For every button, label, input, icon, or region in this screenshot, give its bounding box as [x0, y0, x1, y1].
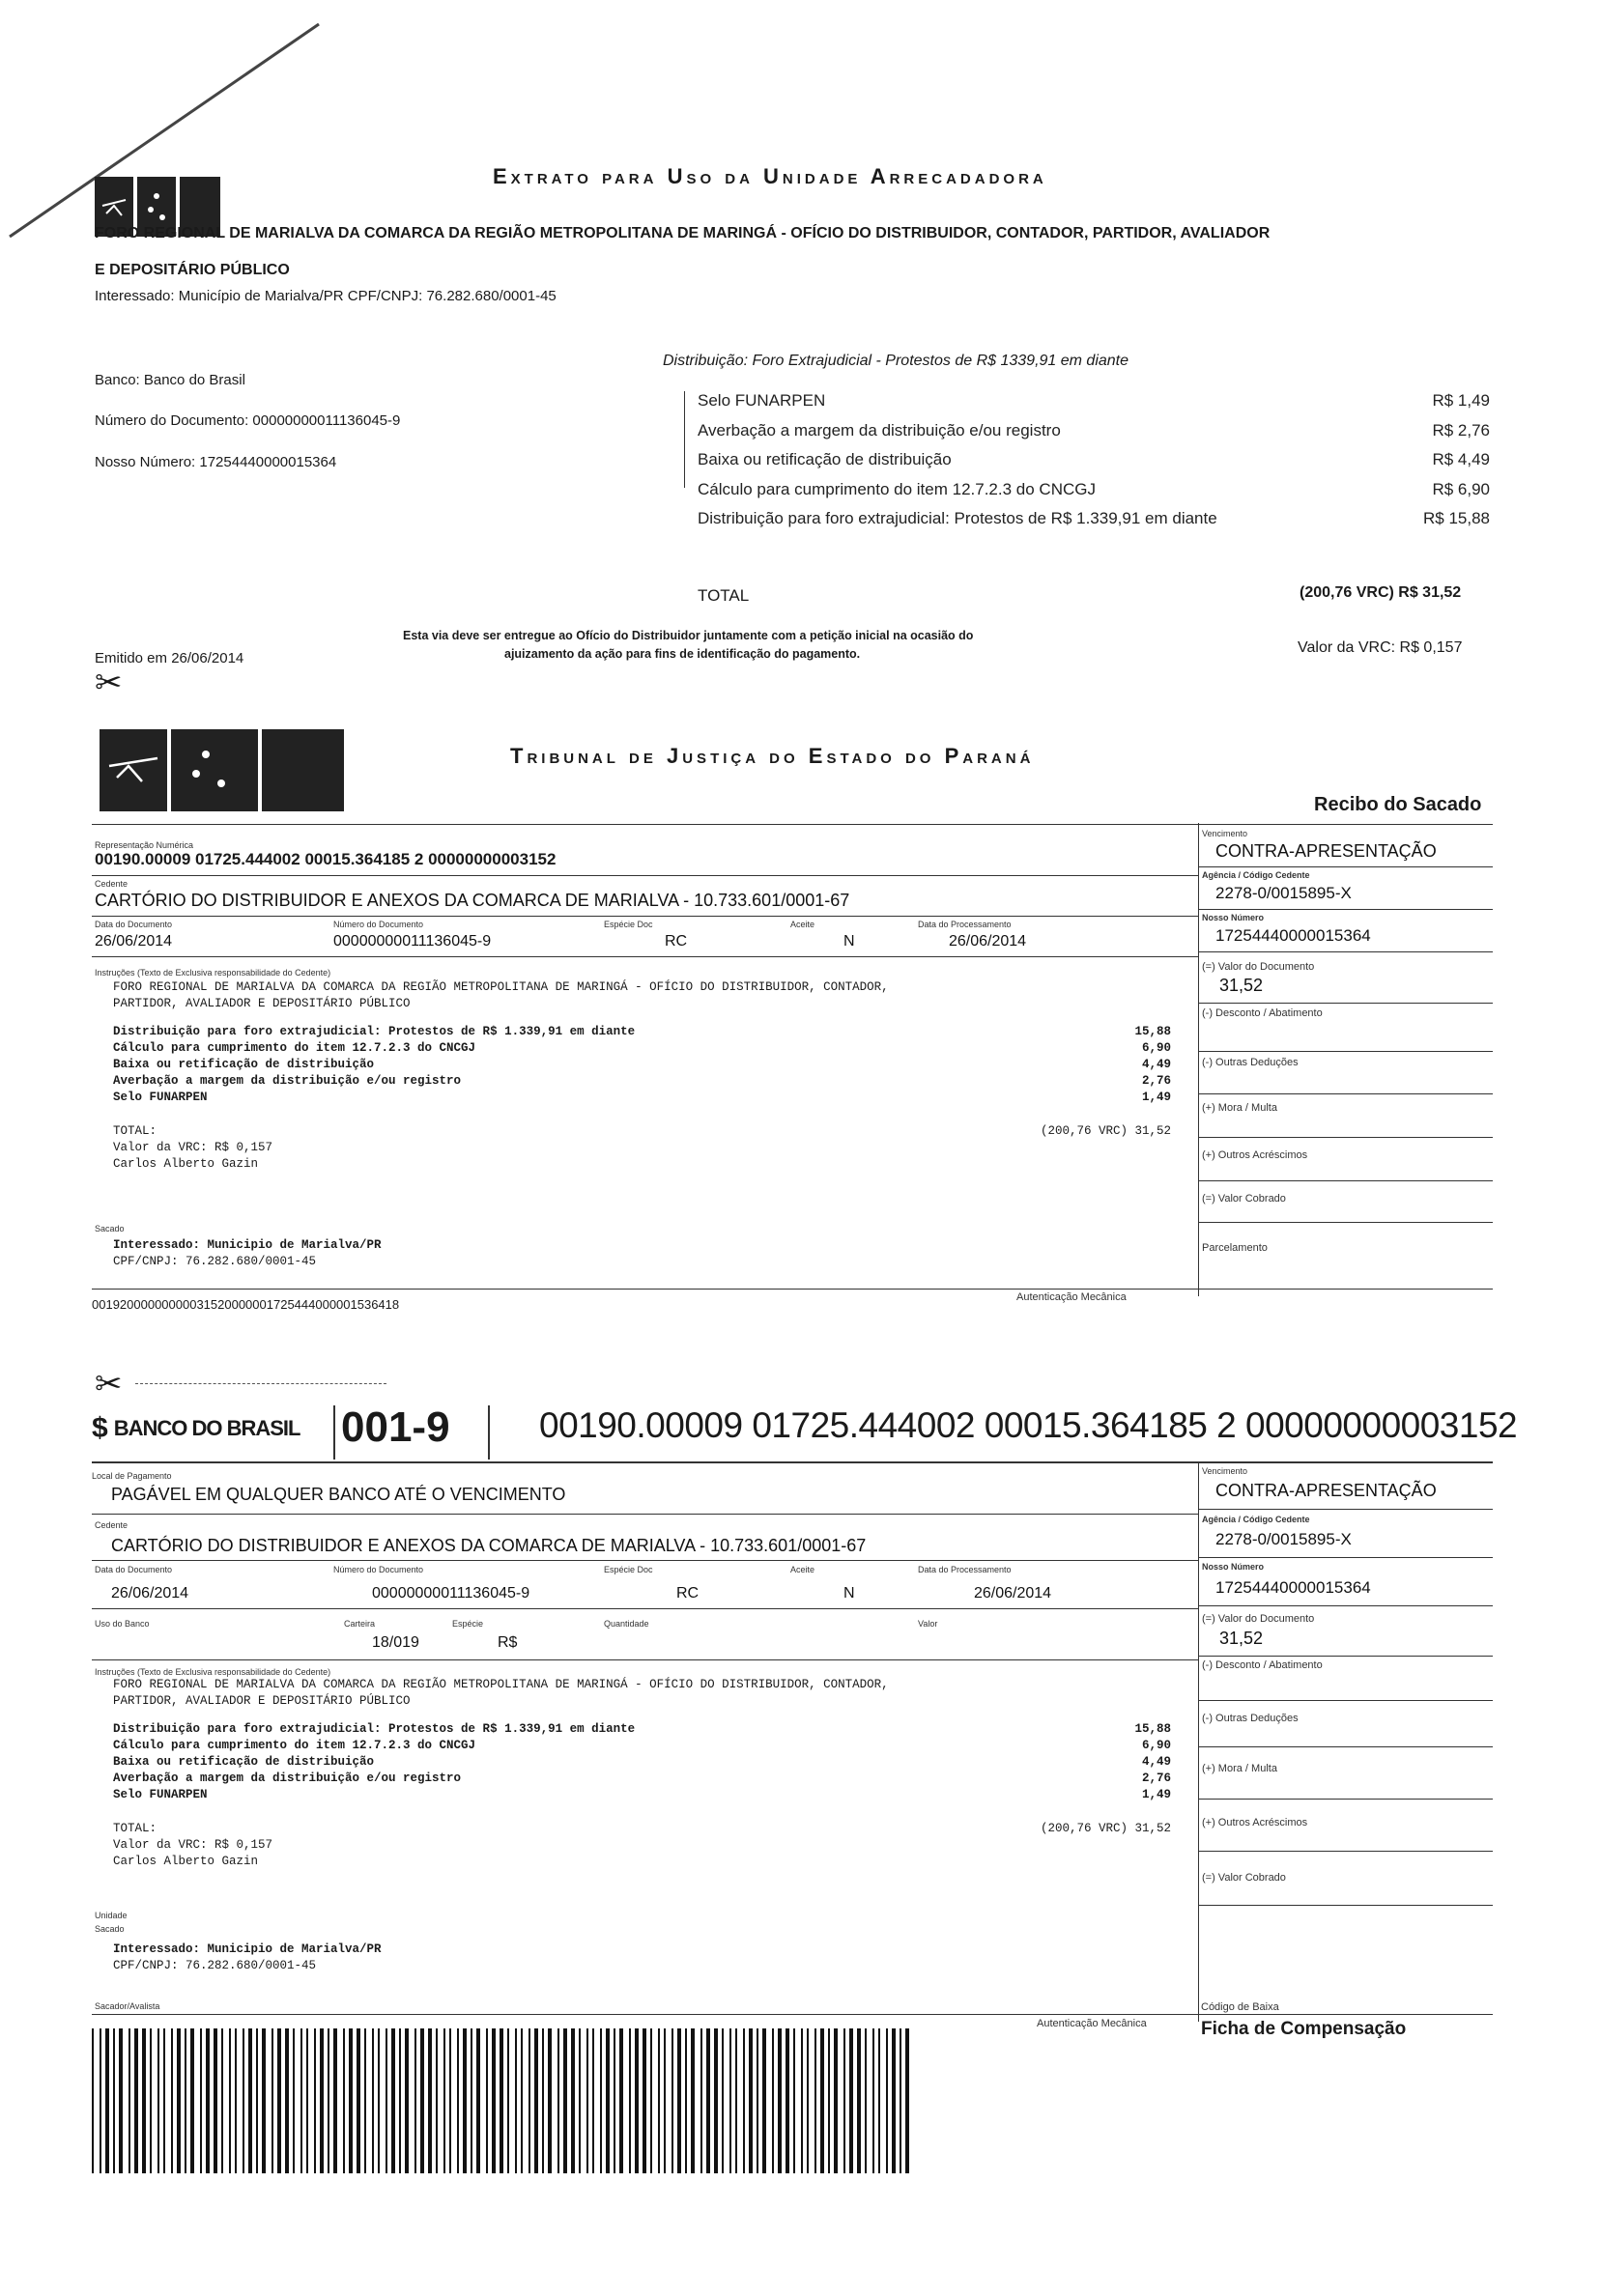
instr-item: Cálculo para cumprimento do item 12.7.2.3 do CNCGJ 6,90 [113, 1041, 1171, 1055]
cedente-label: Cedente [95, 879, 129, 889]
rule [1198, 1605, 1493, 1606]
barcode-bar [486, 2028, 488, 2173]
emitido-line: Emitido em 26/06/2014 [95, 650, 244, 666]
barcode-bar [886, 2028, 888, 2173]
rule [1198, 1180, 1493, 1181]
ficha-data-doc-label: Data do Documento [95, 1565, 173, 1574]
barcode-bar [364, 2028, 366, 2173]
instr-total: TOTAL: (200,76 VRC) 31,52 [113, 1822, 1171, 1835]
barcode-bar [357, 2028, 360, 2173]
barcode-bar [586, 2028, 588, 2173]
barcode-bar [405, 2028, 409, 2173]
barcode-bar [905, 2028, 909, 2173]
ficha-num-doc-label: Número do Documento [333, 1565, 424, 1574]
notice-line-2: ajuizamento da ação para fins de identificação do pagamento. [504, 647, 861, 661]
barcode-bar [428, 2028, 432, 2173]
barcode-bar [557, 2028, 559, 2173]
barcode-bar [834, 2028, 838, 2173]
barcode-bar [142, 2028, 146, 2173]
ficha-data-proc-label: Data do Processamento [918, 1565, 1012, 1574]
side-vencimento-label: Vencimento [1202, 829, 1248, 838]
rule [92, 1514, 1198, 1515]
scissors-icon: ✂ [95, 665, 123, 701]
rule [92, 875, 1198, 876]
carteira-label: Carteira [344, 1619, 376, 1629]
side-parcelamento-label: Parcelamento [1202, 1242, 1268, 1254]
especie-label: Espécie [452, 1619, 484, 1629]
rule [1198, 1746, 1493, 1747]
barcode-bar [343, 2028, 345, 2173]
barcode-bar [134, 2028, 138, 2173]
barcode-bar [706, 2028, 710, 2173]
barcode-bar [113, 2028, 115, 2173]
barcode-bar [507, 2028, 509, 2173]
barcode-bar [129, 2028, 130, 2173]
quantidade-label: Quantidade [604, 1619, 649, 1629]
barcode-bar [529, 2028, 530, 2173]
side-valor-doc-value: 31,52 [1219, 976, 1264, 995]
barcode-bar [600, 2028, 602, 2173]
side-vencimento-value: CONTRA-APRESENTAÇÃO [1215, 841, 1437, 861]
barcode-bar [457, 2028, 459, 2173]
side-nosso-value: 17254440000015364 [1215, 926, 1371, 945]
tribunal-title: Tribunal de Justiça do Estado do Paraná [510, 744, 1035, 768]
ficha-vencimento-value: CONTRA-APRESENTAÇÃO [1215, 1481, 1437, 1500]
instr-item: Averbação a margem da distribuição e/ou registro 2,76 [113, 1074, 1171, 1088]
especie-value: R$ [498, 1634, 518, 1651]
ficha-nosso-label: Nosso Número [1202, 1562, 1265, 1572]
instr-item: Distribuição para foro extrajudicial: Protestos de R$ 1.339,91 em diante 15,88 [113, 1722, 1171, 1736]
barcode-bar [629, 2028, 631, 2173]
barcode-bar [778, 2028, 782, 2173]
barcode-bar [471, 2028, 472, 2173]
barcode-bar [828, 2028, 830, 2173]
barcode-bar [691, 2028, 695, 2173]
barcode-bar [729, 2028, 731, 2173]
barcode-bar [592, 2028, 594, 2173]
barcode-bar [722, 2028, 724, 2173]
barcode-bar [814, 2028, 816, 2173]
num-doc-label: Número do Documento [333, 920, 424, 929]
bank-code: 001-9 [341, 1403, 450, 1451]
barcode-bar [171, 2028, 173, 2173]
rule [1198, 866, 1493, 867]
recibo-title: Recibo do Sacado [1314, 794, 1482, 815]
fees-divider [684, 391, 685, 488]
barcode-bar [635, 2028, 639, 2173]
instr-vrc: Valor da VRC: R$ 0,157 [113, 1141, 273, 1154]
instr-item: Selo FUNARPEN 1,49 [113, 1091, 1171, 1104]
barcode-bar [314, 2028, 316, 2173]
ficha-valor-cobrado-label: (=) Valor Cobrado [1202, 1872, 1286, 1884]
barcode-bar [664, 2028, 666, 2173]
rule [1198, 1093, 1493, 1094]
ficha-title: Ficha de Compensação [1201, 2019, 1407, 2039]
barcode-bar [349, 2028, 353, 2173]
instr-label: Instruções (Texto de Exclusiva responsabilidade do Cedente) [95, 968, 331, 978]
valor-label: Valor [918, 1619, 938, 1629]
side-nosso-label: Nosso Número [1202, 913, 1265, 922]
ficha-sacado-block: Interessado: Municipio de Marialva/PR CPF/CNPJ: 76.282.680/0001-45 [113, 1942, 382, 1972]
sacado-label: Sacado [95, 1224, 125, 1233]
rule [1198, 909, 1493, 910]
instr-item: Selo FUNARPEN 1,49 [113, 1788, 1171, 1801]
barcode-bar [671, 2028, 673, 2173]
banco-line: Banco: Banco do Brasil [95, 372, 245, 388]
barcode-bar [285, 2028, 289, 2173]
barcode [92, 2028, 915, 2173]
distribuicao-header: Distribuição: Foro Extrajudicial - Protestos de R$ 1339,91 em diante [663, 353, 1129, 369]
ficha-instr-label: Instruções (Texto de Exclusiva responsabilidade do Cedente) [95, 1667, 331, 1677]
side-valor-doc-label: (=) Valor do Documento [1202, 961, 1315, 973]
data-doc-value: 26/06/2014 [95, 933, 173, 950]
barcode-bar [563, 2028, 567, 2173]
ficha-especie-doc-label: Espécie Doc [604, 1565, 653, 1574]
rule [92, 916, 1198, 917]
barcode-bar [185, 2028, 186, 2173]
barcode-bar [658, 2028, 660, 2173]
ficha-aceite-value: N [843, 1585, 855, 1602]
barcode-bar [849, 2028, 853, 2173]
instr-signer: Carlos Alberto Gazin [113, 1157, 259, 1171]
autenticacao-label: Autenticação Mecânica [1037, 2018, 1147, 2029]
barcode-bar [878, 2028, 880, 2173]
barcode-bar [420, 2028, 424, 2173]
barcode-bar [521, 2028, 523, 2173]
barcode-bar [306, 2028, 308, 2173]
barcode-bar [150, 2028, 152, 2173]
barcode-bar [534, 2028, 538, 2173]
barcode-bar [772, 2028, 774, 2173]
ficha-nosso-value: 17254440000015364 [1215, 1578, 1371, 1597]
barcode-bar [571, 2028, 575, 2173]
local-value: PAGÁVEL EM QUALQUER BANCO ATÉ O VENCIMENTO [111, 1485, 566, 1504]
ficha-outros-acr-label: (+) Outros Acréscimos [1202, 1817, 1308, 1828]
rep-label: Representação Numérica [95, 840, 194, 850]
side-outras-ded-label: (-) Outras Deduções [1202, 1057, 1299, 1068]
barcode-bar [677, 2028, 681, 2173]
ficha-cedente-value: CARTÓRIO DO DISTRIBUIDOR E ANEXOS DA COMARCA DE MARIALVA - 10.733.601/0001-67 [111, 1536, 867, 1555]
barcode-bar [542, 2028, 544, 2173]
rule [1198, 1700, 1493, 1701]
rule [92, 1560, 1198, 1561]
barcode-bar [92, 2028, 94, 2173]
ficha-linha-digitavel: 00190.00009 01725.444002 00015.364185 2 00000000003152 [539, 1405, 1518, 1445]
rule [1198, 1851, 1493, 1852]
barcode-bar [872, 2028, 874, 2173]
ficha-agencia-value: 2278-0/0015895-X [1215, 1530, 1352, 1548]
barcode-bar [300, 2028, 302, 2173]
forum-line-1: FORO REGIONAL DE MARIALVA DA COMARCA DA REGIÃO METROPOLITANA DE MARINGÁ - OFÍCIO DO DISTRIBUIDOR, CONTADOR, PARTIDOR, AVALIADOR [95, 225, 1271, 241]
barcode-bar [391, 2028, 395, 2173]
fee-row: Baixa ou retificação de distribuição R$ 4,49 [698, 450, 1490, 468]
barcode-bar [548, 2028, 552, 2173]
barcode-bar [619, 2028, 623, 2173]
extrato-total-value: (200,76 VRC) R$ 31,52 [1300, 584, 1462, 601]
rule [1198, 1905, 1493, 1906]
code-divider [333, 1405, 335, 1460]
instr-item: Cálculo para cumprimento do item 12.7.2.3 do CNCGJ 6,90 [113, 1739, 1171, 1752]
rule [92, 956, 1198, 957]
side-outros-acr-label: (+) Outros Acréscimos [1202, 1149, 1308, 1161]
barcode-bar [378, 2028, 380, 2173]
extrato-total-label: TOTAL [698, 586, 750, 605]
instr-signer: Carlos Alberto Gazin [113, 1855, 259, 1868]
num-doc-value: 00000000011136045-9 [333, 933, 492, 950]
especie-doc-label: Espécie Doc [604, 920, 653, 929]
barcode-bar [786, 2028, 789, 2173]
barcode-bar [328, 2028, 329, 2173]
aceite-value: N [843, 933, 855, 950]
barcode-bar [735, 2028, 737, 2173]
numero-documento-line: Número do Documento: 00000000011136045-9 [95, 412, 401, 429]
code-divider [488, 1405, 490, 1460]
barcode-bar [100, 2028, 101, 2173]
sacado-block: Interessado: Municipio de Marialva/PR CPF/CNPJ: 76.282.680/0001-45 [113, 1238, 382, 1268]
ficha-instructions-block [113, 1677, 1171, 1870]
rule [92, 1289, 1493, 1290]
especie-doc-value: RC [665, 933, 688, 950]
ficha-cedente-label: Cedente [95, 1520, 129, 1530]
barcode-bar [749, 2028, 753, 2173]
barcode-bar [372, 2028, 374, 2173]
unidade-label: Unidade [95, 1911, 128, 1920]
barcode-bar [333, 2028, 337, 2173]
cut-line [135, 1383, 386, 1384]
forum-line-2: E DEPOSITÁRIO PÚBLICO [95, 262, 290, 278]
fee-row: Averbação a margem da distribuição e/ou registro R$ 2,76 [698, 421, 1490, 439]
barcode-bar [463, 2028, 467, 2173]
barcode-bar [857, 2028, 861, 2173]
barcode-bar [256, 2028, 258, 2173]
instr-line: FORO REGIONAL DE MARIALVA DA COMARCA DA REGIÃO METROPOLITANA DE MARINGÁ - OFÍCIO DO DISTRIBUIDOR, CONTADOR, [113, 980, 889, 994]
extrato-title: Extrato para Uso da Unidade Arrecadadora [493, 164, 1047, 188]
barcode-bar [399, 2028, 401, 2173]
aceite-label: Aceite [790, 920, 815, 929]
side-mora-label: (+) Mora / Multa [1202, 1102, 1277, 1114]
rule [1198, 1509, 1493, 1510]
ficha-num-doc-value: 00000000011136045-9 [372, 1585, 530, 1602]
rule [1198, 1137, 1493, 1138]
instr-line: FORO REGIONAL DE MARIALVA DA COMARCA DA REGIÃO METROPOLITANA DE MARINGÁ - OFÍCIO DO DISTRIBUIDOR, CONTADOR, [113, 1678, 889, 1691]
rule [1198, 951, 1493, 952]
barcode-bar [579, 2028, 581, 2173]
instructions-block [113, 979, 1171, 1173]
side-agencia-label: Agência / Código Cedente [1202, 870, 1310, 880]
barcode-bar [757, 2028, 758, 2173]
barcode-bar [762, 2028, 766, 2173]
barcode-bar [262, 2028, 266, 2173]
instr-item: Averbação a margem da distribuição e/ou registro 2,76 [113, 1772, 1171, 1785]
data-doc-label: Data do Documento [95, 920, 173, 929]
barcode-bar [386, 2028, 387, 2173]
recibo-autenticacao: Autenticação Mecânica [1016, 1291, 1127, 1303]
rule [1198, 1557, 1493, 1558]
barcode-bar [243, 2028, 244, 2173]
fee-row: Cálculo para cumprimento do item 12.7.2.3 do CNCGJ R$ 6,90 [698, 480, 1490, 498]
barcode-bar [214, 2028, 217, 2173]
data-proc-value: 26/06/2014 [949, 933, 1027, 950]
barcode-bar [714, 2028, 718, 2173]
instr-item: Baixa ou retificação de distribuição 4,49 [113, 1058, 1171, 1071]
barcode-bar [221, 2028, 223, 2173]
instr-item: Baixa ou retificação de distribuição 4,49 [113, 1755, 1171, 1769]
notice-line-1: Esta via deve ser entregue ao Ofício do Distribuidor juntamente com a petição inicial na ocasião do [403, 629, 974, 642]
barcode-bar [235, 2028, 237, 2173]
barcode-bar [643, 2028, 646, 2173]
court-logo [100, 720, 344, 811]
ficha-especie-doc-value: RC [676, 1585, 700, 1602]
ficha-side-divider [1198, 1461, 1199, 2022]
barcode-bar [443, 2028, 445, 2173]
barcode-bar [843, 2028, 845, 2173]
barcode-bar [200, 2028, 202, 2173]
barcode-bar [190, 2028, 194, 2173]
barcode-bar [700, 2028, 702, 2173]
ficha-data-proc-value: 26/06/2014 [974, 1585, 1052, 1602]
scissors-icon: ✂ [95, 1366, 123, 1403]
rep-value: 00190.00009 01725.444002 00015.364185 2 00000000003152 [95, 850, 557, 868]
vrc-line: Valor da VRC: R$ 0,157 [1298, 639, 1463, 656]
barcode-bar [614, 2028, 615, 2173]
barcode-bar [248, 2028, 252, 2173]
bb-symbol-icon: $ [92, 1412, 108, 1444]
barcode-bar [277, 2028, 281, 2173]
codigo-baixa-label: Código de Baixa [1201, 2001, 1279, 2013]
ficha-agencia-label: Agência / Código Cedente [1202, 1515, 1310, 1524]
instr-total: TOTAL: (200,76 VRC) 31,52 [113, 1124, 1171, 1138]
rule [92, 824, 1493, 825]
local-label: Local de Pagamento [92, 1471, 172, 1481]
barcode-bar [820, 2028, 824, 2173]
side-valor-cobrado-label: (=) Valor Cobrado [1202, 1193, 1286, 1205]
barcode-bar [293, 2028, 295, 2173]
barcode-bar [900, 2028, 901, 2173]
instr-item: Distribuição para foro extrajudicial: Protestos de R$ 1.339,91 em diante 15,88 [113, 1025, 1171, 1038]
barcode-bar [157, 2028, 159, 2173]
rule [1198, 1799, 1493, 1800]
barcode-bar [685, 2028, 687, 2173]
instr-vrc: Valor da VRC: R$ 0,157 [113, 1838, 273, 1852]
barcode-bar [449, 2028, 451, 2173]
rule [92, 2014, 1493, 2015]
instr-line: PARTIDOR, AVALIADOR E DEPOSITÁRIO PÚBLICO [113, 997, 411, 1010]
barcode-bar [320, 2028, 324, 2173]
barcode-bar [807, 2028, 809, 2173]
barcode-bar [105, 2028, 109, 2173]
nosso-numero-line: Nosso Número: 17254440000015364 [95, 454, 337, 470]
data-proc-label: Data do Processamento [918, 920, 1012, 929]
rule [92, 1608, 1198, 1609]
ficha-mora-label: (+) Mora / Multa [1202, 1763, 1277, 1774]
ficha-valor-doc-label: (=) Valor do Documento [1202, 1613, 1315, 1625]
barcode-bar [436, 2028, 438, 2173]
barcode-bar [206, 2028, 210, 2173]
barcode-bar [892, 2028, 896, 2173]
rule [1198, 1222, 1493, 1223]
barcode-bar [492, 2028, 496, 2173]
barcode-bar [119, 2028, 123, 2173]
barcode-bar [801, 2028, 803, 2173]
barcode-bar [414, 2028, 416, 2173]
ficha-vencimento-label: Vencimento [1202, 1466, 1248, 1476]
ficha-sacado-label: Sacado [95, 1924, 125, 1934]
barcode-bar [163, 2028, 165, 2173]
barcode-bar [177, 2028, 181, 2173]
ficha-desconto-label: (-) Desconto / Abatimento [1202, 1659, 1323, 1671]
rule [92, 1461, 1493, 1463]
recibo-linha-digitavel: 00192000000000031520000001725444000001536418 [92, 1297, 400, 1312]
rule [1198, 1051, 1493, 1052]
bank-logo [92, 1412, 300, 1445]
ficha-valor-doc-value: 31,52 [1219, 1629, 1264, 1648]
avalista-label: Sacador/Avalista [95, 2001, 160, 2011]
rule [1198, 1656, 1493, 1657]
side-agencia-value: 2278-0/0015895-X [1215, 884, 1352, 902]
interessado-line: Interessado: Município de Marialva/PR CPF/CNPJ: 76.282.680/0001-45 [95, 288, 557, 304]
ficha-data-doc-value: 26/06/2014 [111, 1585, 189, 1602]
rule [92, 1659, 1198, 1660]
carteira-value: 18/019 [372, 1634, 419, 1651]
cedente-value: CARTÓRIO DO DISTRIBUIDOR E ANEXOS DA COMARCA DE MARIALVA - 10.733.601/0001-67 [95, 891, 850, 910]
barcode-bar [793, 2028, 795, 2173]
bank-name: BANCO DO BRASIL [113, 1416, 300, 1440]
barcode-bar [515, 2028, 517, 2173]
instr-line: PARTIDOR, AVALIADOR E DEPOSITÁRIO PÚBLICO [113, 1694, 411, 1708]
ficha-aceite-label: Aceite [790, 1565, 815, 1574]
barcode-bar [650, 2028, 652, 2173]
fee-row: Distribuição para foro extrajudicial: Protestos de R$ 1.339,91 em diante R$ 15,88 [698, 509, 1490, 527]
rule [1198, 1003, 1493, 1004]
barcode-bar [271, 2028, 273, 2173]
barcode-bar [500, 2028, 503, 2173]
recibo-side-divider [1198, 823, 1199, 1296]
barcode-bar [606, 2028, 610, 2173]
barcode-bar [743, 2028, 745, 2173]
barcode-bar [476, 2028, 480, 2173]
ficha-outras-ded-label: (-) Outras Deduções [1202, 1713, 1299, 1724]
fee-row: Selo FUNARPEN R$ 1,49 [698, 391, 1490, 410]
barcode-bar [865, 2028, 867, 2173]
barcode-bar [229, 2028, 231, 2173]
uso-banco-label: Uso do Banco [95, 1619, 150, 1629]
side-desconto-label: (-) Desconto / Abatimento [1202, 1007, 1323, 1019]
